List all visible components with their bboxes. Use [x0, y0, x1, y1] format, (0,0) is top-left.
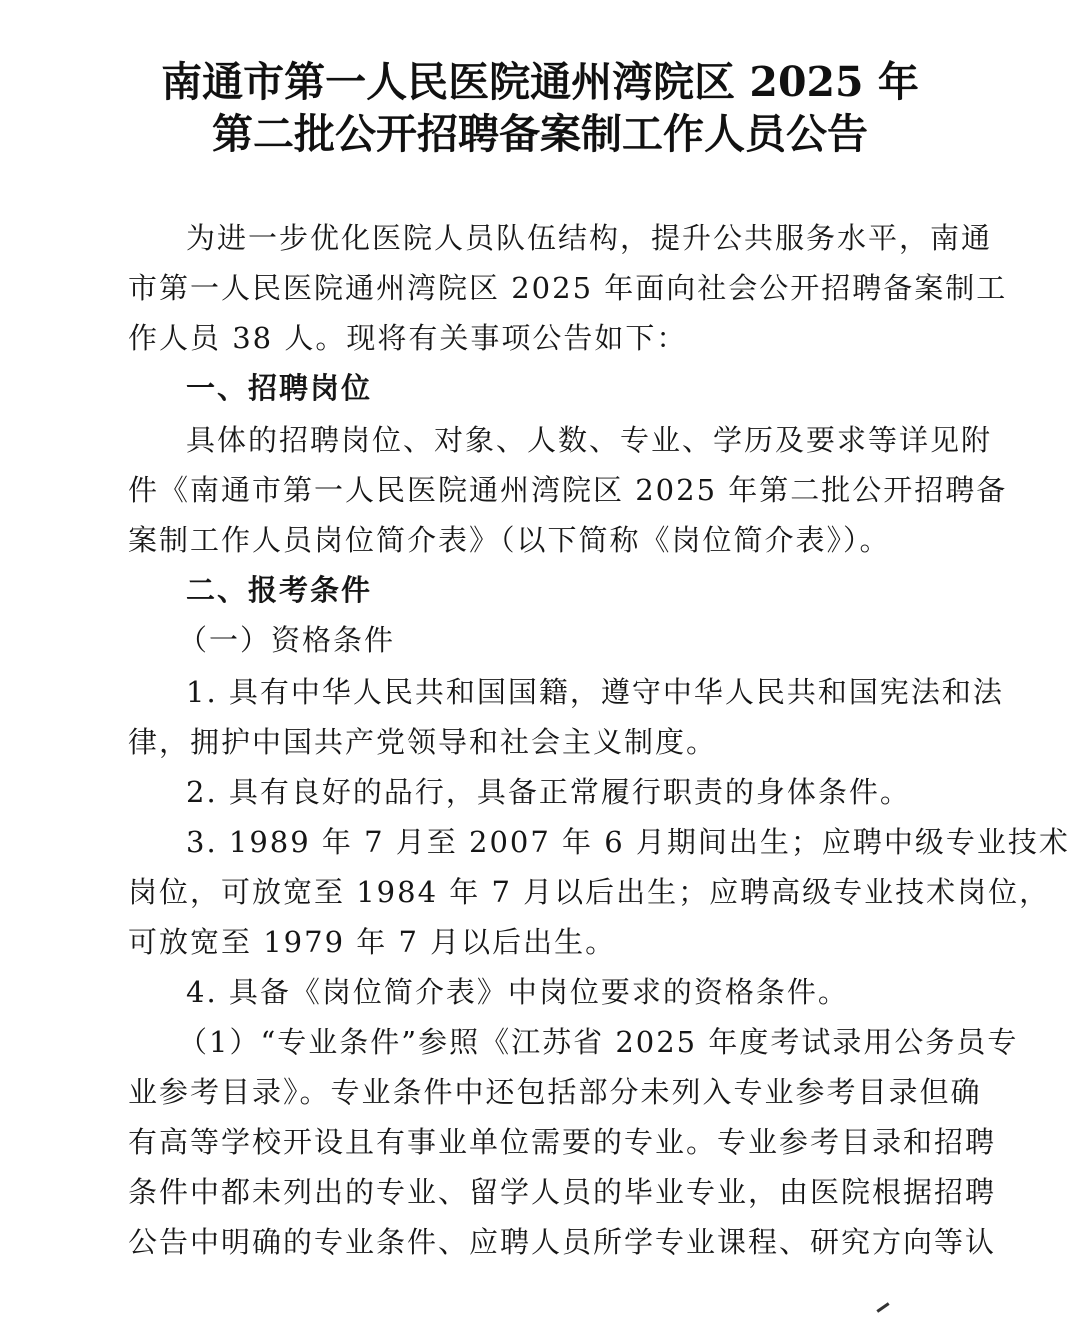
item-4-1-line-4: 条件中都未列出的专业、留学人员的毕业专业，由医院根据招聘	[128, 1175, 997, 1209]
document-title-line-2: 第二批公开招聘备案制工作人员公告	[212, 110, 868, 158]
paragraph-positions-line-3: 案制工作人员岗位简介表》（以下简称《岗位简介表》）。	[128, 523, 891, 557]
item-1-line-2: 律，拥护中国共产党领导和社会主义制度。	[128, 725, 718, 759]
item-4-line-1: 4. 具备《岗位简介表》中岗位要求的资格条件。	[186, 975, 849, 1009]
paragraph-positions-line-2: 件《南通市第一人民医院通州湾院区 2025 年第二批公开招聘备	[128, 473, 1008, 507]
item-4-1-line-5: 公告中明确的专业条件、应聘人员所学专业课程、研究方向等认	[128, 1225, 997, 1259]
item-3-line-2: 岗位，可放宽至 1984 年 7 月以后出生；应聘高级专业技术岗位，	[128, 875, 1051, 909]
paragraph-intro-line-1: 为进一步优化医院人员队伍结构，提升公共服务水平，南通	[186, 221, 993, 255]
item-1-line-1: 1. 具有中华人民共和国国籍，遵守中华人民共和国宪法和法	[186, 675, 1004, 709]
item-2-line-1: 2. 具有良好的品行，具备正常履行职责的身体条件。	[186, 775, 911, 809]
subsection-heading-qualifications: （一）资格条件	[178, 623, 396, 657]
item-3-line-3: 可放宽至 1979 年 7 月以后出生。	[128, 925, 617, 959]
document-title-line-1: 南通市第一人民医院通州湾院区 2025 年	[161, 58, 919, 106]
page-number-mark	[876, 1302, 889, 1312]
section-heading-positions: 一、招聘岗位	[186, 371, 373, 405]
item-4-1-line-3: 有高等学校开设且有事业单位需要的专业。专业参考目录和招聘	[128, 1125, 997, 1159]
item-4-1-line-2: 业参考目录》。专业条件中还包括部分未列入专业参考目录但确	[128, 1075, 982, 1109]
paragraph-positions-line-1: 具体的招聘岗位、对象、人数、专业、学历及要求等详见附	[186, 423, 993, 457]
section-heading-conditions: 二、报考条件	[186, 573, 373, 607]
paragraph-intro-line-2: 市第一人民医院通州湾院区 2025 年面向社会公开招聘备案制工	[128, 271, 1008, 305]
paragraph-intro-line-3: 作人员 38 人。现将有关事项公告如下：	[128, 321, 688, 355]
item-3-line-1: 3. 1989 年 7 月至 2007 年 6 月期间出生；应聘中级专业技术	[186, 825, 1070, 859]
item-4-1-line-1: （1）“专业条件”参照《江苏省 2025 年度考试录用公务员专	[178, 1025, 1019, 1059]
